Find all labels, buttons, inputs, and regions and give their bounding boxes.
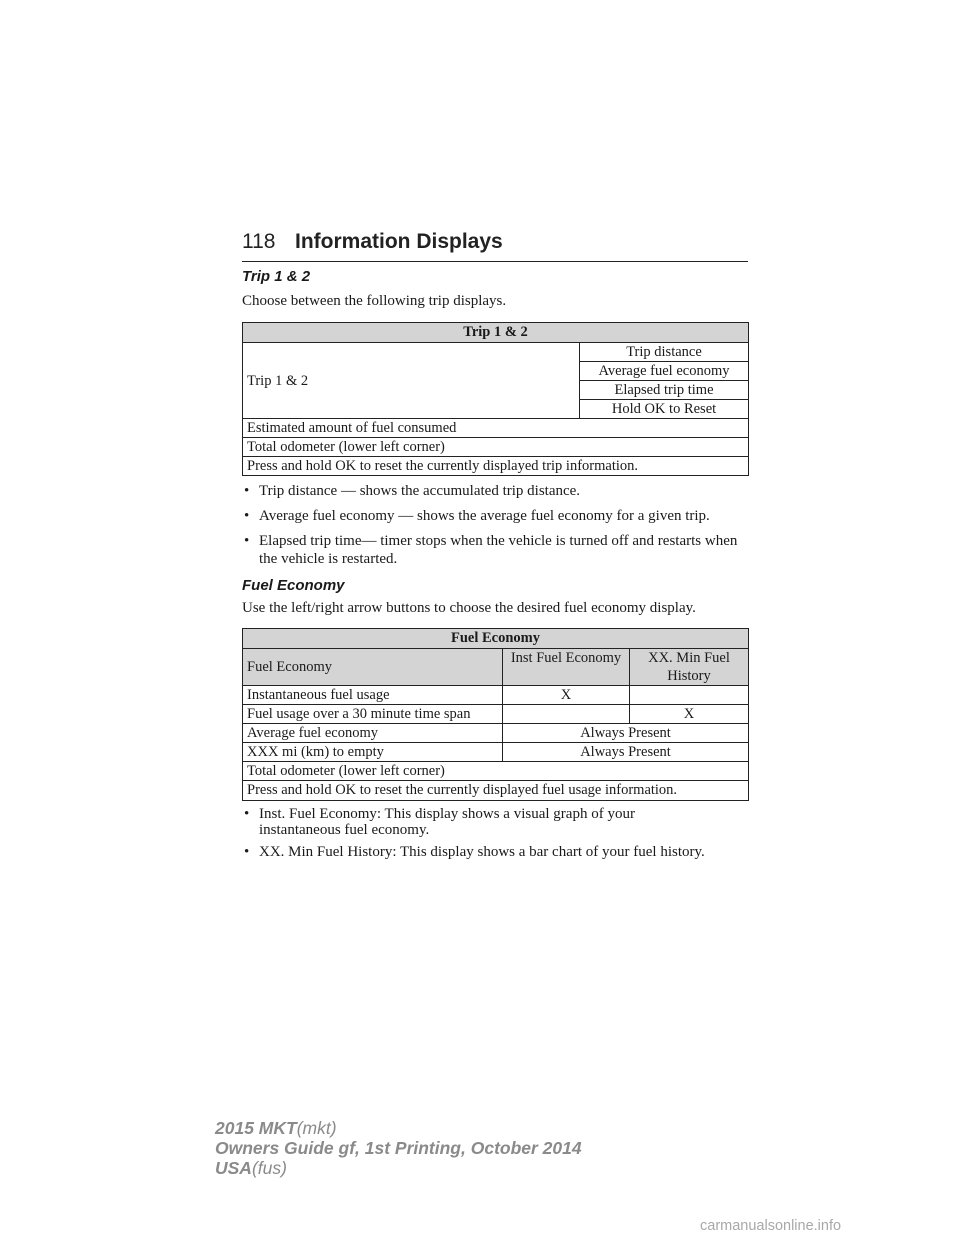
table-row [243,743,749,762]
table-row [243,419,749,438]
bullet-glyph: • [244,806,250,822]
fuel-cell: Fuel usage over a 30 minute time span [243,705,503,724]
trip-option: Hold OK to Reset [580,400,749,419]
table-row [243,438,749,457]
trip-table [242,322,749,476]
list-item [242,806,712,838]
trip-intro: Choose between the following trip displays. [242,293,507,309]
list-item [242,482,748,500]
fuel-row-text: Total odometer (lower left corner) [243,762,749,781]
fuel-table-title: Fuel Economy [243,629,749,649]
footer-model: 2015 MKT [215,1118,297,1138]
bullet-text: Elapsed trip time— timer stops when the vehicle is turned off and restarts when the vehicle is restarted. [259,533,738,567]
fuel-cell [630,686,749,705]
bullet-glyph: • [244,508,250,524]
table-row [243,343,749,362]
list-item [242,844,712,860]
bullet-text: Trip distance — shows the accumulated trip distance. [259,483,581,499]
table-row [243,724,749,743]
trip-option: Elapsed trip time [580,381,749,400]
bullet-text: Inst. Fuel Economy: This display shows a visual graph of your instantaneous fuel economy. [259,806,635,838]
fuel-intro: Use the left/right arrow buttons to choose the desired fuel economy display. [242,600,696,616]
page-number: 118 [242,230,276,253]
table-row [243,781,749,801]
fuel-bullet-list [242,806,712,860]
bullet-glyph: • [244,844,250,860]
watermark: carmanualsonline.info [700,1218,842,1234]
fuel-table [242,628,749,801]
trip-table-title: Trip 1 & 2 [243,323,749,343]
trip-heading: Trip 1 & 2 [242,268,311,285]
table-row [243,457,749,476]
trip-group-label: Trip 1 & 2 [243,343,580,419]
print-footer [215,1118,582,1178]
trip-option: Average fuel economy [580,362,749,381]
bullet-text: XX. Min Fuel History: This display shows a bar chart of your fuel history. [259,844,705,860]
fuel-table-header-row [243,649,749,686]
fuel-col-header: Fuel Economy [243,649,503,686]
trip-bullet-list [242,482,748,568]
table-row [243,705,749,724]
page-content [242,267,748,860]
footer-line-region [215,1158,582,1178]
footer-region: USA [215,1158,252,1178]
footer-region-code: (fus) [251,1158,287,1178]
bullet-text: Average fuel economy — shows the average fuel economy for a given trip. [259,508,710,524]
list-item [242,507,748,525]
fuel-cell: Always Present [503,743,749,762]
fuel-cell: XXX mi (km) to empty [243,743,503,762]
fuel-cell: X [630,705,749,724]
fuel-cell: X [503,686,630,705]
trip-row-text: Total odometer (lower left corner) [243,438,749,457]
table-row [243,686,749,705]
trip-row-text: Press and hold OK to reset the currently displayed trip information. [243,457,749,476]
footer-model-code: (mkt) [296,1118,337,1138]
fuel-col-header: XX. Min Fuel History [630,649,749,686]
bullet-glyph: • [244,483,250,499]
fuel-cell: Always Present [503,724,749,743]
list-item [242,532,748,568]
footer-line-model [215,1118,582,1138]
table-row [243,762,749,781]
fuel-cell: Average fuel economy [243,724,503,743]
footer-guide: Owners Guide gf, 1st Printing, October 2014 [215,1138,582,1158]
fuel-heading: Fuel Economy [242,577,345,594]
trip-table-title-row [243,323,749,343]
fuel-table-title-row [243,629,749,649]
footer-line-guide [215,1138,582,1158]
page-title: Information Displays [295,230,503,253]
fuel-cell: Instantaneous fuel usage [243,686,503,705]
trip-row-text: Estimated amount of fuel consumed [243,419,749,438]
fuel-col-header: Inst Fuel Economy [503,649,630,686]
fuel-row-text: Press and hold OK to reset the currently displayed fuel usage information. [243,781,749,801]
trip-option: Trip distance [580,343,749,362]
fuel-cell [503,705,630,724]
page-header [242,230,748,262]
bullet-glyph: • [244,533,250,549]
